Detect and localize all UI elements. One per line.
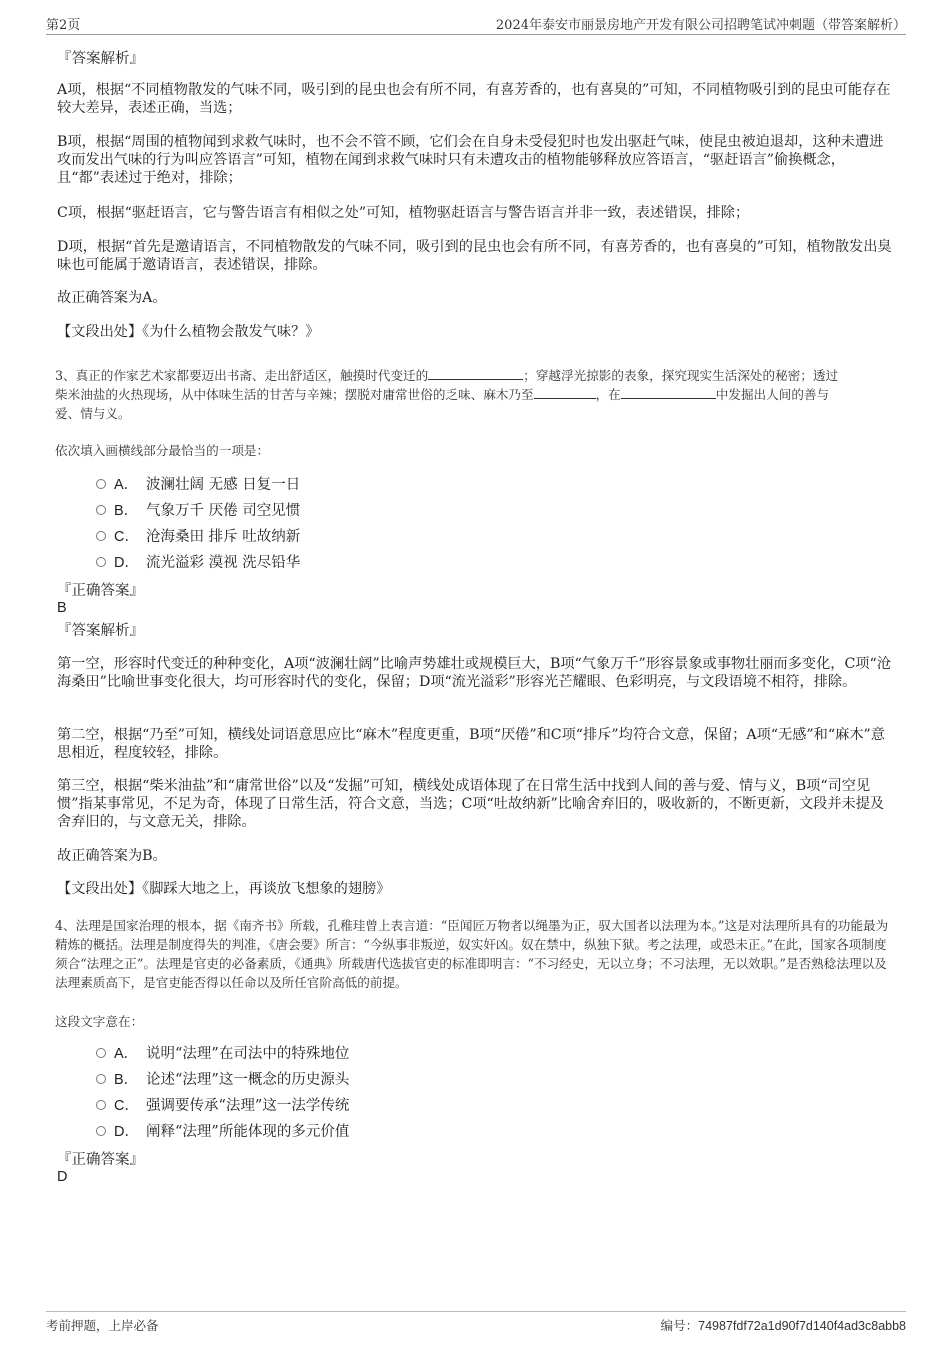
blank-3 xyxy=(621,386,716,399)
footer-slogan: 考前押题，上岸必备 xyxy=(46,1318,159,1333)
q3-option-a[interactable]: A． 波澜壮阔 无感 日复一日 xyxy=(96,476,300,494)
radio-icon[interactable] xyxy=(96,1126,106,1136)
q4-answer-label: 『正确答案』 xyxy=(57,1152,144,1168)
q3-analysis-para-3: 第三空，根据“柴米油盐”和“庸常世俗”以及“发掘”可知，横线处成语体现了在日常生活中找到人间的善与爱、情与义，B项“司空见惯”指某事常见，不足为奇，体现了日常生活，符合文意，当选；C项“吐故纳新”比喻舍弃旧的，吸收新的，不断更新，文段并未提及舍弃旧的，与文意无关，排除。 xyxy=(57,778,885,830)
q3-option-d[interactable]: D． 流光溢彩 漠视 洗尽铅华 xyxy=(96,554,300,572)
radio-icon[interactable] xyxy=(96,1100,106,1110)
q4-option-d[interactable]: D． 阐释“法理”所能体现的多元价值 xyxy=(96,1123,349,1141)
q4-option-b[interactable]: B． 论述“法理”这一概念的历史源头 xyxy=(96,1071,349,1089)
q4-answer: D xyxy=(57,1169,68,1185)
page-number: 第2页 xyxy=(46,18,81,33)
q3-analysis-para-1: 第一空，形容时代变迁的种种变化，A项“波澜壮阔”比喻声势雄壮或规模巨大，B项“气象万千”形容景象或事物壮丽而多变化，C项“沧海桑田”比喻世事变化很大，均可形容时代的变化，保留；D项“流光溢彩”形容光芒耀眼、色彩明亮，与文段语境不相符，排除。 xyxy=(57,656,891,690)
q4-option-c[interactable]: C． 强调要传承“法理”这一法学传统 xyxy=(96,1097,349,1115)
radio-icon[interactable] xyxy=(96,479,106,489)
q3-analysis-para-2: 第二空，根据“乃至”可知，横线处词语意思应比“麻木”程度更重，B项“厌倦”和C项“排斥”均符合文意，保留；A项“无感”和“麻木”意思相近，程度较轻，排除。 xyxy=(57,727,885,761)
q2-analysis-b: B项，根据“周围的植物闻到求救气味时，也不会不管不顾，它们会在自身未受侵犯时也发出驱赶气味，使昆虫被迫退却，这种未遭进攻而发出气味的行为叫应答语言”可知，植物在闻到求救气味时只有未遭攻击的植物能够释放应答语言，“驱赶语言”偷换概念，且“都”表述过于绝对，排除； xyxy=(57,134,884,186)
document-title: 2024年泰安市丽景房地产开发有限公司招聘笔试冲刺题（带答案解析） xyxy=(495,18,906,33)
q2-analysis-d: D项，根据“首先是邀请语言，不同植物散发的气味不同，吸引到的昆虫也会有所不同，有喜芳香的，也有喜臭的”可知，植物散发出臭味也可能属于邀请语言，表述错误，排除。 xyxy=(57,239,892,273)
q3-option-c[interactable]: C． 沧海桑田 排斥 吐故纳新 xyxy=(96,528,300,546)
blank-1 xyxy=(428,367,523,380)
q2-analysis-label: 『答案解析』 xyxy=(57,51,144,67)
q3-analysis-label: 『答案解析』 xyxy=(57,623,144,639)
q4-stem: 4、法理是国家治理的根本，据《南齐书》所载，孔稚珪曾上表言道：“臣闻匠万物者以绳墨为正，驭大国者以法理为本。”这是对法理所具有的功能最为精炼的概括。法理是制度得失的判准，《唐会要》所言：“今纵事非叛逆，奴实奸凶。奴在禁中，纵独下狱。考之法理，或恐未正。”在此，国家各项制度须合“法理之正”。法理是官吏的必备素质，《通典》所载唐代选拔官吏的标准即明言：“不习经史，无以立身；不习法理，无以效职。”是否熟稔法理以及法理素质高下，是官吏能否得以任命以及所任官阶高低的前提。 xyxy=(55,918,889,990)
radio-icon[interactable] xyxy=(96,531,106,541)
radio-icon[interactable] xyxy=(96,1048,106,1058)
q2-analysis-c: C项，根据“驱赶语言，它与警告语言有相似之处”可知，植物驱赶语言与警告语言并非一致，表述错误，排除； xyxy=(57,205,750,221)
q3-conclusion: 故正确答案为B。 xyxy=(57,848,167,864)
q4-prompt: 这段文字意在： xyxy=(55,1014,144,1029)
q2-source: 【文段出处】《为什么植物会散发气味？》 xyxy=(57,324,320,340)
page-header xyxy=(46,14,906,35)
q3-stem: 3、真正的作家艺术家都要迈出书斋、走出舒适区，触摸时代变迁的 ；穿越浮光掠影的表象，探究现实生活深处的秘密；透过 柴米油盐的火热现场，从中体味生活的甘苦与辛辣；摆脱对庸常世俗的乏味、麻木乃至 ，在 中发掘出人间的善与 爱、情与义。 xyxy=(55,368,839,421)
q4-option-a[interactable]: A． 说明“法理”在司法中的特殊地位 xyxy=(96,1045,349,1063)
q3-option-b[interactable]: B． 气象万千 厌倦 司空见惯 xyxy=(96,502,300,520)
blank-2 xyxy=(534,386,596,399)
page-footer xyxy=(46,1311,906,1334)
q2-conclusion: 故正确答案为A。 xyxy=(57,290,167,306)
q3-prompt: 依次填入画横线部分最恰当的一项是： xyxy=(55,443,270,458)
radio-icon[interactable] xyxy=(96,557,106,567)
radio-icon[interactable] xyxy=(96,1074,106,1084)
q3-answer-label: 『正确答案』 xyxy=(57,583,144,599)
q2-analysis-a: A项，根据“不同植物散发的气味不同，吸引到的昆虫也会有所不同，有喜芳香的，也有喜臭的”可知，不同植物吸引到的昆虫可能存在较大差异，表述正确，当选； xyxy=(57,82,891,116)
q3-answer: B xyxy=(57,600,67,616)
q3-source: 【文段出处】《脚踩大地之上，再谈放飞想象的翅膀》 xyxy=(57,881,391,897)
footer-code: 编号：74987fdf72a1d90f7d140f4ad3c8abb8 xyxy=(660,1319,906,1333)
radio-icon[interactable] xyxy=(96,505,106,515)
